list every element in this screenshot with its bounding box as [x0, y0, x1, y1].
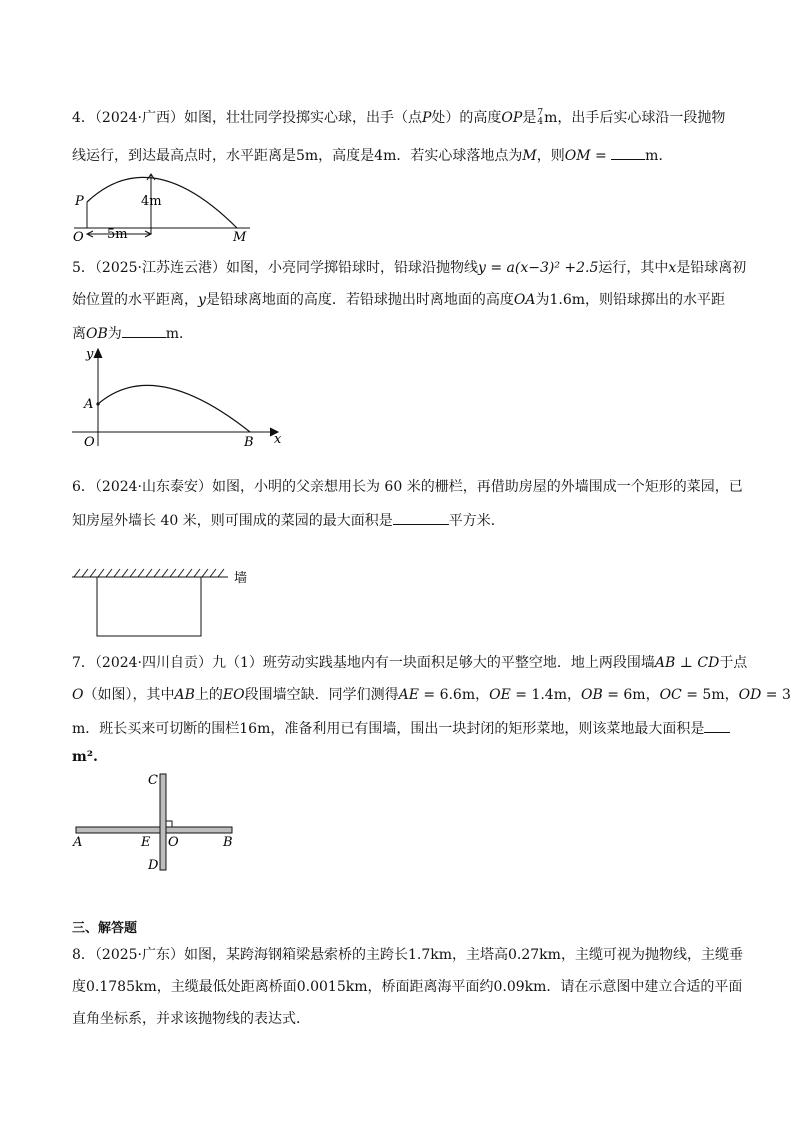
- q4-figure: [70, 168, 260, 244]
- q7-line-2: [72, 686, 791, 704]
- q4-text: 4．（2024·广西）如图，壮壮同学投掷实心球，出手（点: [72, 110, 422, 126]
- q4-text: 线运行，到达最高点时，水平距离是5m，高度是4m．若实心球落地点为: [72, 148, 523, 164]
- q5-var-y: y: [198, 292, 206, 308]
- point-a: [96, 402, 99, 405]
- q4-text: 是: [522, 110, 537, 126]
- label-b: B: [223, 835, 233, 850]
- q7-point-o: O: [72, 687, 84, 703]
- q7-text: = 3: [761, 687, 791, 703]
- q7-text: （如图），其中: [83, 687, 175, 703]
- q7-text: 于点: [719, 655, 748, 671]
- q5-text: 离: [72, 326, 86, 342]
- garden-rectangle: [97, 577, 201, 636]
- section-heading: [72, 920, 137, 938]
- label-m: M: [233, 230, 247, 244]
- q7-text: 段围墙空缺．同学们测得: [244, 687, 399, 703]
- q4-line-1: [72, 109, 725, 127]
- q5-text: 5．（2025·江苏连云港）如图，小亮同学掷铅球时，铅球沿抛物线: [72, 260, 478, 276]
- q6-text: 平方米．: [448, 513, 505, 529]
- q5-text: 为1.6m，则铅球掷出的水平距: [535, 292, 726, 308]
- section-title: 三、解答题: [72, 921, 138, 936]
- q8-line-2: [72, 978, 742, 996]
- q7-od: OD: [738, 687, 762, 703]
- q4-op: OP: [501, 110, 523, 126]
- q4-text: m．: [645, 148, 673, 164]
- q5-line-1: [72, 259, 746, 277]
- q7-eo: EO: [222, 687, 245, 703]
- q5-text: 是铅球离初: [676, 260, 747, 276]
- q5-text: 运行，其中: [598, 260, 669, 276]
- label-p: P: [75, 194, 84, 209]
- q5-equation: y = a(x−3)² +2.5: [478, 260, 599, 276]
- label-a: A: [73, 835, 83, 850]
- fraction-numerator: 7: [537, 108, 544, 118]
- q5-oa: OA: [513, 292, 536, 308]
- trajectory-curve: [98, 385, 250, 432]
- wall-ob: [166, 827, 232, 833]
- label-c: C: [148, 773, 158, 788]
- q5-text: 始位置的水平距离，: [72, 292, 198, 308]
- q7-oe: OE: [489, 687, 511, 703]
- q7-text: = 5m，: [681, 687, 739, 703]
- q7-text: m．班长买来可切断的围栏16m，准备利用已有围墙，围出一块封闭的矩形菜地，则该菜地最大面积是: [72, 721, 705, 737]
- q7-text: = 1.4m，: [510, 687, 581, 703]
- q7-text: m².: [72, 749, 98, 765]
- q6-text: 6．（2024·山东泰安）如图，小明的父亲想用长为 60 米的栅栏，再借助房屋的外墙围成一个矩形的菜园，已: [72, 479, 743, 495]
- q6-line-1: [72, 478, 743, 496]
- label-o: O: [168, 835, 179, 850]
- q7-text: 上的: [194, 687, 223, 703]
- label-e: E: [141, 835, 151, 850]
- q5-ob: OB: [86, 326, 108, 342]
- q5-line-2: [72, 291, 725, 309]
- q5-line-3: [72, 323, 193, 343]
- q4-fraction: [537, 109, 543, 127]
- answer-blank[interactable]: [122, 323, 166, 338]
- q5-figure: [70, 346, 290, 450]
- q7-ab-perp-cd: AB ⊥ CD: [654, 655, 720, 671]
- label-a: A: [84, 397, 94, 412]
- label-x: x: [274, 432, 282, 447]
- q7-oc: OC: [659, 687, 682, 703]
- label-wall: 墙: [234, 571, 248, 586]
- q7-ae: AE: [398, 687, 419, 703]
- q8-text: 度0.1785km，主缆最低处距离桥面0.0015km，桥面距离海平面约0.09km．请在示意图中建立合适的平面: [72, 979, 743, 995]
- label-height: 4m: [141, 194, 162, 209]
- label-b: B: [244, 435, 254, 450]
- q7-ab: AB: [174, 687, 195, 703]
- q5-text: m．: [165, 326, 194, 342]
- q6-text: 知房屋外墙长 40 米，则可围成的菜园的最大面积是: [72, 513, 393, 529]
- q7-line-4: [72, 748, 98, 766]
- wall-ae: [76, 827, 160, 833]
- q4-text: 处）的高度: [431, 110, 502, 126]
- q4-line-2: [72, 145, 672, 165]
- label-o: O: [73, 230, 84, 244]
- answer-blank[interactable]: [611, 145, 645, 160]
- q5-var-x: x: [668, 260, 677, 276]
- q4-om: OM: [564, 148, 591, 164]
- wall-cd: [160, 774, 166, 870]
- q7-line-1: [72, 654, 747, 672]
- q7-text: = 6m，: [602, 687, 660, 703]
- q7-line-3: [72, 718, 730, 738]
- q4-text: ，则: [536, 148, 565, 164]
- q4-text: =: [590, 148, 612, 164]
- label-y: y: [86, 347, 94, 362]
- q5-text: 是铅球离地面的高度．若铅球抛出时离地面的高度: [205, 292, 514, 308]
- trajectory-curve: [87, 177, 237, 228]
- q6-line-2: [72, 510, 505, 530]
- q4-point-p: P: [422, 110, 432, 126]
- right-angle-icon: [166, 821, 172, 827]
- fraction-denominator: 4: [537, 117, 544, 127]
- label-d: D: [148, 858, 159, 873]
- q8-line-1: [72, 946, 743, 964]
- q5-text: 为: [107, 326, 122, 342]
- q8-text: 直角坐标系，并求该抛物线的表达式．: [72, 1011, 310, 1027]
- q4-point-m: M: [522, 148, 537, 164]
- q7-text: 7．（2024·四川自贡）九（1）班劳动实践基地内有一块面积足够大的平整空地．地上两段围墙: [72, 655, 655, 671]
- q7-text: = 6.6m，: [418, 687, 490, 703]
- q8-line-3: [72, 1010, 310, 1028]
- wall-hatching: [74, 569, 224, 577]
- q8-text: 8．（2025·广东）如图，某跨海钢箱梁悬索桥的主跨长1.7km，主塔高0.27km，主缆可视为抛物线，主缆垂: [72, 947, 743, 963]
- q6-figure: [70, 565, 260, 641]
- q7-ob: OB: [580, 687, 603, 703]
- q7-figure: [70, 768, 250, 876]
- q4-text: m，出手后实心球沿一段抛物: [544, 110, 726, 126]
- answer-blank[interactable]: [704, 718, 730, 733]
- y-axis-arrow-icon: [94, 349, 102, 358]
- label-distance: 5m: [107, 227, 128, 242]
- label-o: O: [84, 435, 95, 450]
- answer-blank[interactable]: [393, 510, 449, 525]
